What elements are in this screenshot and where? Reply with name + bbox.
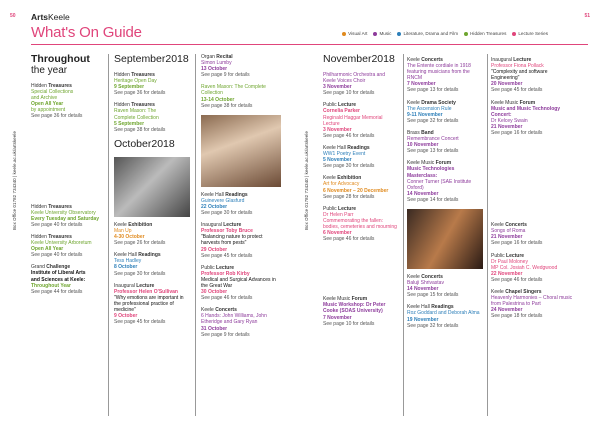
legend-label: Hidden Treasures [470, 31, 507, 36]
event-description: "Why emotions are important in the professional practice of medicine" [114, 294, 184, 313]
event-title: Music Workshop: Dr Peter Cooke (SOAS University) [323, 302, 386, 315]
column-divider [195, 54, 196, 416]
event [201, 265, 281, 302]
spacer [491, 142, 573, 222]
legend-label: Literature, Drama and Film [403, 31, 459, 36]
event-type-prefix: Keele [323, 175, 338, 182]
event-type-prefix: Hidden [114, 72, 132, 78]
event-date: 7 November [323, 314, 352, 321]
event-date: 19 November [407, 316, 439, 323]
event-title: WW1 Poetry Event [323, 151, 366, 158]
header-sub: the year [31, 65, 68, 76]
event-type-name: Forum [519, 99, 536, 106]
event-type-name: Treasures [131, 72, 155, 78]
event-title: Baluji Shrivastav [407, 280, 444, 287]
event-type-prefix: Keele Hall [323, 144, 348, 151]
event-date: 5 November [323, 157, 352, 164]
page-reference: See page 36 for details [114, 90, 166, 97]
page-reference: See page 32 for details [407, 117, 459, 124]
event-date: 3 November [323, 84, 352, 91]
event [201, 84, 281, 108]
event-title: Professor Fiona Pollack [491, 63, 544, 70]
event [407, 130, 483, 154]
event-date: Every Tuesday and Saturday [31, 215, 99, 222]
event-title: Dr Paul Moloney [491, 258, 528, 265]
month-year: 2018 [151, 137, 175, 150]
event-note: by appointment [31, 107, 66, 114]
bullet-icon [397, 32, 401, 36]
event-title: Professor Helen O'Sullivan [114, 288, 178, 295]
event-type-name: Concerts [215, 307, 237, 314]
event-type-name: Lecture [506, 252, 525, 259]
month-header [323, 54, 399, 65]
event-title: Guinevere Glasfurd [201, 197, 245, 204]
event [407, 304, 483, 328]
page-reference: See page 46 for details [323, 132, 375, 139]
event-type-name: Forum [435, 160, 452, 167]
event-title: Simon Lumby [201, 60, 232, 67]
event-date: 9 October [114, 313, 138, 320]
event-title-2: and Sciences at Keele: [31, 276, 86, 283]
page-reference: See page 13 for details [407, 148, 459, 155]
author-photo [201, 115, 281, 187]
event [114, 222, 190, 246]
event-date: 13-14 October [201, 96, 235, 103]
event-type-prefix: Grand [31, 264, 47, 271]
event-type-prefix: Organ [201, 54, 217, 60]
page-reference: See page 15 for details [407, 292, 459, 299]
event-title: Raven Mason: The Complete Collection [201, 84, 266, 97]
event-type-name: Concerts [505, 222, 527, 229]
event [407, 100, 483, 124]
page-reference: See page 10 for details [323, 90, 375, 97]
brand-bold: Arts [31, 12, 49, 22]
event [323, 72, 399, 96]
event-description: Medical and Surgical Advances in the Great War [201, 276, 276, 289]
month-name: October [114, 137, 152, 150]
page-title: What's On Guide [31, 24, 142, 41]
event-date: Open All Year [31, 246, 64, 253]
legend-item [464, 31, 506, 36]
event-type-name: Concerts [421, 57, 443, 63]
event-date: 31 October [201, 325, 228, 332]
event-title: Art for Advocacy [323, 181, 360, 188]
event-type-prefix: Hidden [31, 233, 49, 240]
event-date: 22 October [201, 203, 228, 210]
legend-item [373, 31, 391, 36]
event-title: Man Up [114, 227, 132, 234]
event-title: Roz Goddard and Deborah Alma [407, 310, 480, 317]
event-type-name: Treasures [48, 203, 72, 210]
page-reference: See page 28 for details [323, 193, 375, 200]
event-type-prefix: Keele [407, 273, 422, 280]
event-date: 14 November [407, 190, 439, 197]
event-type-name: Band [421, 129, 434, 136]
event-title-2: Complete Collection [114, 114, 159, 121]
event [491, 100, 573, 137]
event-type-name: Chapel Singers [505, 288, 542, 295]
page-reference: See page 45 for details [114, 319, 166, 326]
event-description: "Balancing nature to protect harvests from pests" [201, 234, 263, 247]
page-reference: See page 38 for details [201, 102, 253, 109]
page-reference: See page 32 for details [407, 322, 459, 329]
month-header [114, 54, 190, 65]
event [201, 54, 281, 78]
event-date: 7 November [407, 81, 436, 88]
event-type-prefix: Brass [407, 129, 422, 136]
brand-rest: Keele [48, 12, 70, 22]
event-date: 14 November [407, 286, 439, 293]
event-type-prefix: Keele [491, 288, 506, 295]
event-type-name: Treasures [48, 83, 72, 89]
event-type-name: Readings [138, 252, 161, 259]
legend-label: Visual Art [348, 31, 368, 36]
bullet-icon [512, 32, 516, 36]
event-type-name: Recital [216, 54, 233, 60]
event [407, 57, 483, 94]
event-type-name: Readings [347, 144, 370, 151]
event [31, 83, 101, 120]
event [323, 296, 399, 326]
event [201, 192, 281, 216]
spacer [323, 248, 399, 296]
event-type-prefix: Public [201, 264, 217, 271]
event-type-name: Lecture [338, 102, 357, 109]
page-reference: See page 14 for details [407, 196, 459, 203]
event [323, 175, 399, 199]
event-date: Throughout Year [31, 282, 71, 289]
event-type-prefix: Keele Hall [407, 304, 432, 311]
box-office-sidebar-right: Box Office 01782 734340 | keele.ac.uk/artskeele [304, 131, 309, 230]
section-header [31, 54, 101, 76]
column-divider [108, 54, 109, 416]
page-reference: See page 45 for details [201, 252, 253, 259]
event-type-prefix: Keele [407, 57, 422, 63]
page-reference: See page 46 for details [201, 295, 253, 302]
column-divider [403, 54, 404, 416]
event-type-name: Exhibition [128, 221, 153, 228]
page-reference: See page 38 for details [114, 126, 166, 133]
event-date: 30 October [201, 289, 228, 296]
event-date: 10 November [407, 142, 439, 149]
event-title: Dr Helen Parr [323, 211, 354, 218]
page-reference: See page 30 for details [114, 270, 166, 277]
event-type-name: Challenge [46, 264, 71, 271]
event-type-prefix: Keele Music [323, 296, 352, 303]
event [201, 307, 281, 337]
page-reference: See page 40 for details [31, 252, 83, 259]
column-november-3 [491, 57, 573, 325]
column-november [323, 54, 399, 333]
event [201, 222, 281, 259]
month-year: 2018 [165, 53, 189, 65]
page-reference: See page 26 for details [114, 240, 166, 247]
event-type-prefix: Inaugural [114, 282, 137, 289]
event-title-2: and Archive [31, 95, 58, 102]
event [114, 102, 190, 132]
column-november-2 [407, 57, 483, 335]
column-october [201, 54, 281, 344]
page-reference: See page 36 for details [31, 113, 83, 120]
page-reference: See page 9 for details [201, 72, 250, 79]
event-type-prefix: Public [323, 205, 339, 212]
event-date: 21 November [491, 234, 523, 241]
page-reference: See page 10 for details [323, 320, 375, 327]
legend-label: Music [379, 31, 392, 36]
event-date: 3 November [323, 126, 352, 133]
page-reference: See page 18 for details [491, 313, 543, 320]
event-title: The Entente cordiale in 1918 featuring musicians from the RNCM [407, 63, 471, 82]
page-reference: See page 44 for details [31, 288, 83, 295]
event-type-name: Concerts [421, 273, 443, 280]
event-type-prefix: Inaugural [491, 57, 514, 63]
event-description: "Complexity and software Engineering" [491, 69, 548, 82]
event-date: 9-11 November [407, 111, 443, 118]
event-type-prefix: Keele Music [491, 99, 520, 106]
event-title: Keele University Observatory [31, 209, 96, 216]
column-throughout [31, 54, 101, 301]
page-reference: See page 30 for details [323, 163, 375, 170]
bullet-icon [464, 32, 468, 36]
event-title: Philharmonic Orchestra and Keele Voices Choir [323, 72, 385, 85]
event [323, 102, 399, 139]
event-date: 5 September [114, 120, 145, 127]
event-title: 6 Hands: John Williams, John Etheridge and Gary Ryan [201, 313, 267, 326]
event-type-name: Lecture [338, 205, 357, 212]
event-type-prefix: Public [323, 102, 339, 109]
event-title: Institute of Liberal Arts [31, 270, 86, 277]
page-reference: See page 16 for details [491, 130, 543, 137]
event [114, 252, 190, 276]
brand [31, 12, 70, 22]
event-type-name: Lecture [216, 264, 235, 271]
event-title: Professor Rob Kirby [201, 270, 250, 277]
event-type-prefix: Hidden [114, 102, 132, 109]
event-type-name: Readings [431, 304, 454, 311]
event-title: Music Technologies Masterclass: [407, 166, 455, 179]
event-date: 29 October [201, 246, 228, 253]
page-number-left: 50 [10, 13, 16, 19]
event-title: Heritage Open Day [114, 78, 157, 85]
page-reference: See page 13 for details [407, 87, 459, 94]
column-divider [487, 54, 488, 416]
event-date: 8 October [114, 264, 138, 271]
event-date: 9 September [114, 84, 145, 91]
event-date: 6 November [323, 230, 352, 237]
event-title: Remembrance Concert [407, 136, 459, 143]
event-type-name: Exhibition [337, 175, 362, 182]
page-reference: See page 40 for details [31, 221, 83, 228]
event [407, 160, 483, 203]
page-reference: See page 9 for details [201, 331, 250, 338]
bullet-icon [373, 32, 377, 36]
title-rule [31, 44, 588, 45]
event-photo [114, 157, 190, 217]
legend-item [342, 31, 367, 36]
spacer [31, 126, 101, 204]
event-date: 20 November [491, 81, 523, 88]
event-title: Songs of Roma [491, 228, 526, 235]
event-type-name: Forum [351, 296, 368, 303]
event-type-prefix: Keele [407, 99, 422, 106]
event-type-prefix: Keele Music [407, 160, 436, 167]
legend-item [512, 31, 548, 36]
event-type-name: Readings [225, 191, 248, 198]
event-date: 21 November [491, 123, 523, 130]
event-description: Commemorating the fallen: bodies, cemeteries and mourning [323, 217, 397, 230]
event-date: 24 November [491, 307, 523, 314]
event-type-prefix: Hidden [31, 83, 49, 89]
event-title: Raven Mason: The [114, 108, 157, 115]
event-title: Heavenly Harmonies – Choral music from Palestrina to Part [491, 295, 573, 308]
event-type-prefix: Inaugural [201, 222, 224, 229]
event-description: Conner Turner (SAE Institute Oxford) [407, 178, 472, 191]
event-title: Keele University Arboretum [31, 240, 92, 247]
event-type-prefix: Public [491, 252, 507, 259]
month-year: 2018 [371, 53, 395, 65]
event [407, 274, 483, 298]
event-date: 22 November [491, 270, 523, 277]
event-title: Special Collections [31, 89, 74, 96]
event-type-name: Treasures [131, 102, 155, 109]
event [114, 72, 190, 96]
event-type-name: Lecture [136, 282, 155, 289]
event [491, 57, 573, 94]
event-date: 4-30 October [114, 234, 145, 241]
event-title: Professor Toby Bruce [201, 228, 253, 235]
event-type-name: Treasures [48, 233, 72, 240]
event [31, 204, 101, 228]
event [491, 222, 573, 246]
event-title: Tess Hadley [114, 258, 142, 265]
event-type-name: Lecture [513, 57, 532, 63]
event [31, 264, 101, 294]
month-name: November [323, 53, 372, 65]
page-reference: See page 46 for details [323, 236, 375, 243]
box-office-sidebar-left: Box Office 01782 734340 | keele.ac.uk/artskeele [12, 131, 17, 230]
event-type-prefix: Hidden [31, 203, 49, 210]
category-legend [342, 31, 548, 36]
event [323, 206, 399, 243]
event-type-prefix: Keele [201, 307, 216, 314]
event-date: Open All Year [31, 101, 64, 108]
event-type-prefix: Keele Hall [201, 191, 226, 198]
event [31, 234, 101, 258]
event [323, 145, 399, 169]
page-reference: See page 46 for details [491, 276, 543, 283]
event-type-prefix: Keele [491, 222, 506, 229]
month-name: September [114, 53, 166, 65]
event-title: Cornelia Parker [323, 108, 360, 115]
page-reference: See page 30 for details [201, 210, 253, 217]
page-reference: See page 45 for details [491, 87, 543, 94]
event-type-name: Drama Society [421, 99, 456, 106]
event-date: 6 November – 20 December [323, 187, 389, 194]
legend-label: Lecture Series [518, 31, 548, 36]
page-reference: See page 16 for details [491, 240, 543, 247]
bullet-icon [342, 32, 346, 36]
event-type-prefix: Keele [114, 221, 129, 228]
event-description: Dr Kelcey Swain [491, 117, 528, 124]
legend-item [397, 31, 458, 36]
month-header [114, 139, 190, 150]
page-number-right: 51 [584, 13, 590, 19]
event [491, 289, 573, 319]
event-description: Reginald Haggar Memorial Lecture [323, 114, 383, 127]
event-date: 13 October [201, 66, 228, 73]
musician-photo [407, 209, 483, 269]
column-sept-oct [114, 54, 190, 331]
header-main: Throughout [31, 53, 90, 65]
event-title: Music and Music Technology Concert: [491, 105, 561, 118]
event [491, 253, 573, 283]
event-type-name: Lecture [223, 222, 242, 229]
event-description: MP Col. Josiah C. Wedgwood [491, 264, 558, 271]
event [114, 283, 190, 326]
event-title: The Ascension Rule [407, 105, 452, 112]
event-type-prefix: Keele Hall [114, 252, 139, 259]
